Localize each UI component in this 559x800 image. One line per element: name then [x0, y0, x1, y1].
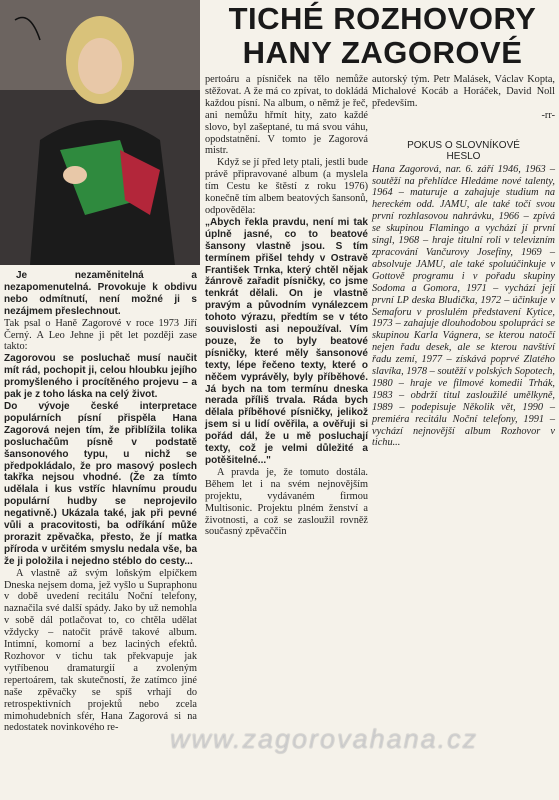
title-line-1: TICHÉ ROZHOVORY [228, 1, 537, 36]
paragraph: A pravda je, že tomuto dostála. Během let i na svém nejnovějším projektu, vydávaném firmou Multisonic. Projektu plném ženství a životnosti, a což se zasloužil rovněž současný zpěvaččin [205, 466, 368, 538]
lead-paragraph: Je nezaměnitelná a nezapomenutelná. Provokuje k obdivu nebo odmítnutí, není možné ji s nezájmem přeslechnout. [4, 270, 197, 317]
heading-line: POKUS O SLOVNÍKOVÉ [407, 139, 520, 151]
paragraph: pertoáru a písniček na tělo nemůže stěžovat. A že má co zpívat, to dokládá každou písní. Na album, o němž je řeč, ani nemůžu hřmít hity, zato každé slovo, byl zašeptané, tu má svou váhu, opodstatnění. V tomto je Zagorová mistr. [205, 74, 368, 157]
dictionary-entry [372, 164, 555, 450]
heading-line: HESLO [446, 150, 481, 162]
dictionary-entry-heading [372, 140, 555, 162]
paragraph: Když se jí před lety ptali, jestli bude právě připravované album (a myslela tím Cestu ke štěstí z roku 1976) konečně tím albem beatových šansonů, odpověděla: [205, 157, 368, 216]
article-title [210, 2, 555, 70]
paragraph: autorský tým. Petr Malásek, Václav Kopta, Michalové Kocáb a Horáček, David Noll především. [372, 74, 555, 109]
title-line-2: HANY ZAGOROVÉ [242, 35, 523, 70]
watermark-url: www.zagorovahana.cz [170, 724, 479, 754]
interview-quote: „Abych řekla pravdu, není mi tak úplně jasné, co to beatové šansony vlastně jsou. S tím termínem přišel tehdy v Ostravě František Trnka, který chtěl nějak žánrově zařadit písničky, co jsme tenkrát dělali. On je vlastně pravým a původním vynálezcem tohoto výrazu, předtím se v této souvislosti asi nepoužíval. Vím pouze, že to byly beatové písničky, které měly šansonové texty, lépe řečeno texty, které o něčem vyprávěly, byly příběhové. Já bych na tom termínu dneska nerada příliš trvala. Ráda bych dělala příběhové písničky, jelikož jsem si u lidí ověřila, a ověřuji si pořád dál, že u mě posluchají texty, což je velmi důležité a potěšitelné..." [205, 216, 368, 466]
quote-paragraph: Do vývoje české interpretace populárních písní přispěla Hana Zagorová nejen tím, že přiblížila tolika posluchačům písně v podstatě šansonového typu, u nichž se předpokládalo, že pro masový poslech takřka nejsou vhodné. (Že za tímto udělala i kus vstříc hlavnímu proudu populární hudby se neprojevilo negativně.) Ukázala také, jak při pevné vůli a pracovitosti, ba odříkání může prorazit zpěvačka, přesto, že jí matka příroda v určitém smyslu nedala vše, ba že ji položila i nejedno stéblo do cesty... [4, 400, 197, 567]
paragraph: A vlastně až svým loňským elpíčkem Dneska nejsem doma, jež vyšlo u Supraphonu v době uvedení recitálu Noční telefony, naznačila své další spády. Jako by už nemohla v sobě dál potlačovat to, co chtěla udělat vždycky – natočit právě takové album. Intimní, komorní a bez laciných efektů. Rozhovor v tichu tak překvapuje jak vytříbenou dramaturgií a zvoleným repertoárem, tak skutečností, že zatímco jiné naše zpěvačky se spíš vrhají do retrospektivních projektů nebo zcela mimohudebních sfér, Hana Zagorová si na nedostatek novinkového re- [4, 567, 197, 734]
dictionary-entry-text: Hana Zagorová, nar. 6. září 1946, 1963 – soutěží na přehlídce Hledáme nové talenty, 1964 – maturuje a zahajuje studium na hereckém odd. JAMU, ale také točí svou první rozhlasovou nahrávku, 1966 – zpívá se skupinou Flamingo a vychází jí první singl, 1968 – hraje titulní roli v televizním zpracování Vančurovy Josefíny, 1969 – absolvuje JAMU, ale také spoluúčinkuje v Gottově programu i v pořadu skupiny Sodoma a Gomora, 1971 – vychází její první LP deska Bludička, 1972 – účinkuje v Semaforu v proslulém představení Kytice, 1973 – zahajuje dlouhodobou spolupráci se skupinou Karla Vágnera, se kterou natočí nejen řadu desek, ale se kterou navštíví řadu zemí, 1977 – získává poprvé Zlatého slavíka, 1978 – soutěží v polských Sopotech, 1980 – hraje ve filmové komedii Trhák, 1983 – obdrží titul zasloužilé umělkyně, 1989 – podepisuje Několik vět, 1990 – premiéra recitálu Noční telefony, 1991 – vychází nejnovější album Rozhovor v tichu... [372, 163, 555, 449]
paragraph: Tak psal o Haně Zagorové v roce 1973 Jiří Černý. A Leo Jehne ji pět let později zase takto: [4, 317, 197, 353]
column-2 [205, 74, 368, 538]
portrait-photo [0, 0, 200, 265]
column-1 [4, 270, 197, 734]
column-3 [372, 74, 555, 449]
author-signature: -rr- [541, 109, 555, 121]
quote-paragraph: Zagorovou se posluchač musí naučit mít rád, pochopit ji, celou hloubku jejího promyšleného i procítěného projevu – a pak je z toho láska na celý život. [4, 353, 197, 401]
